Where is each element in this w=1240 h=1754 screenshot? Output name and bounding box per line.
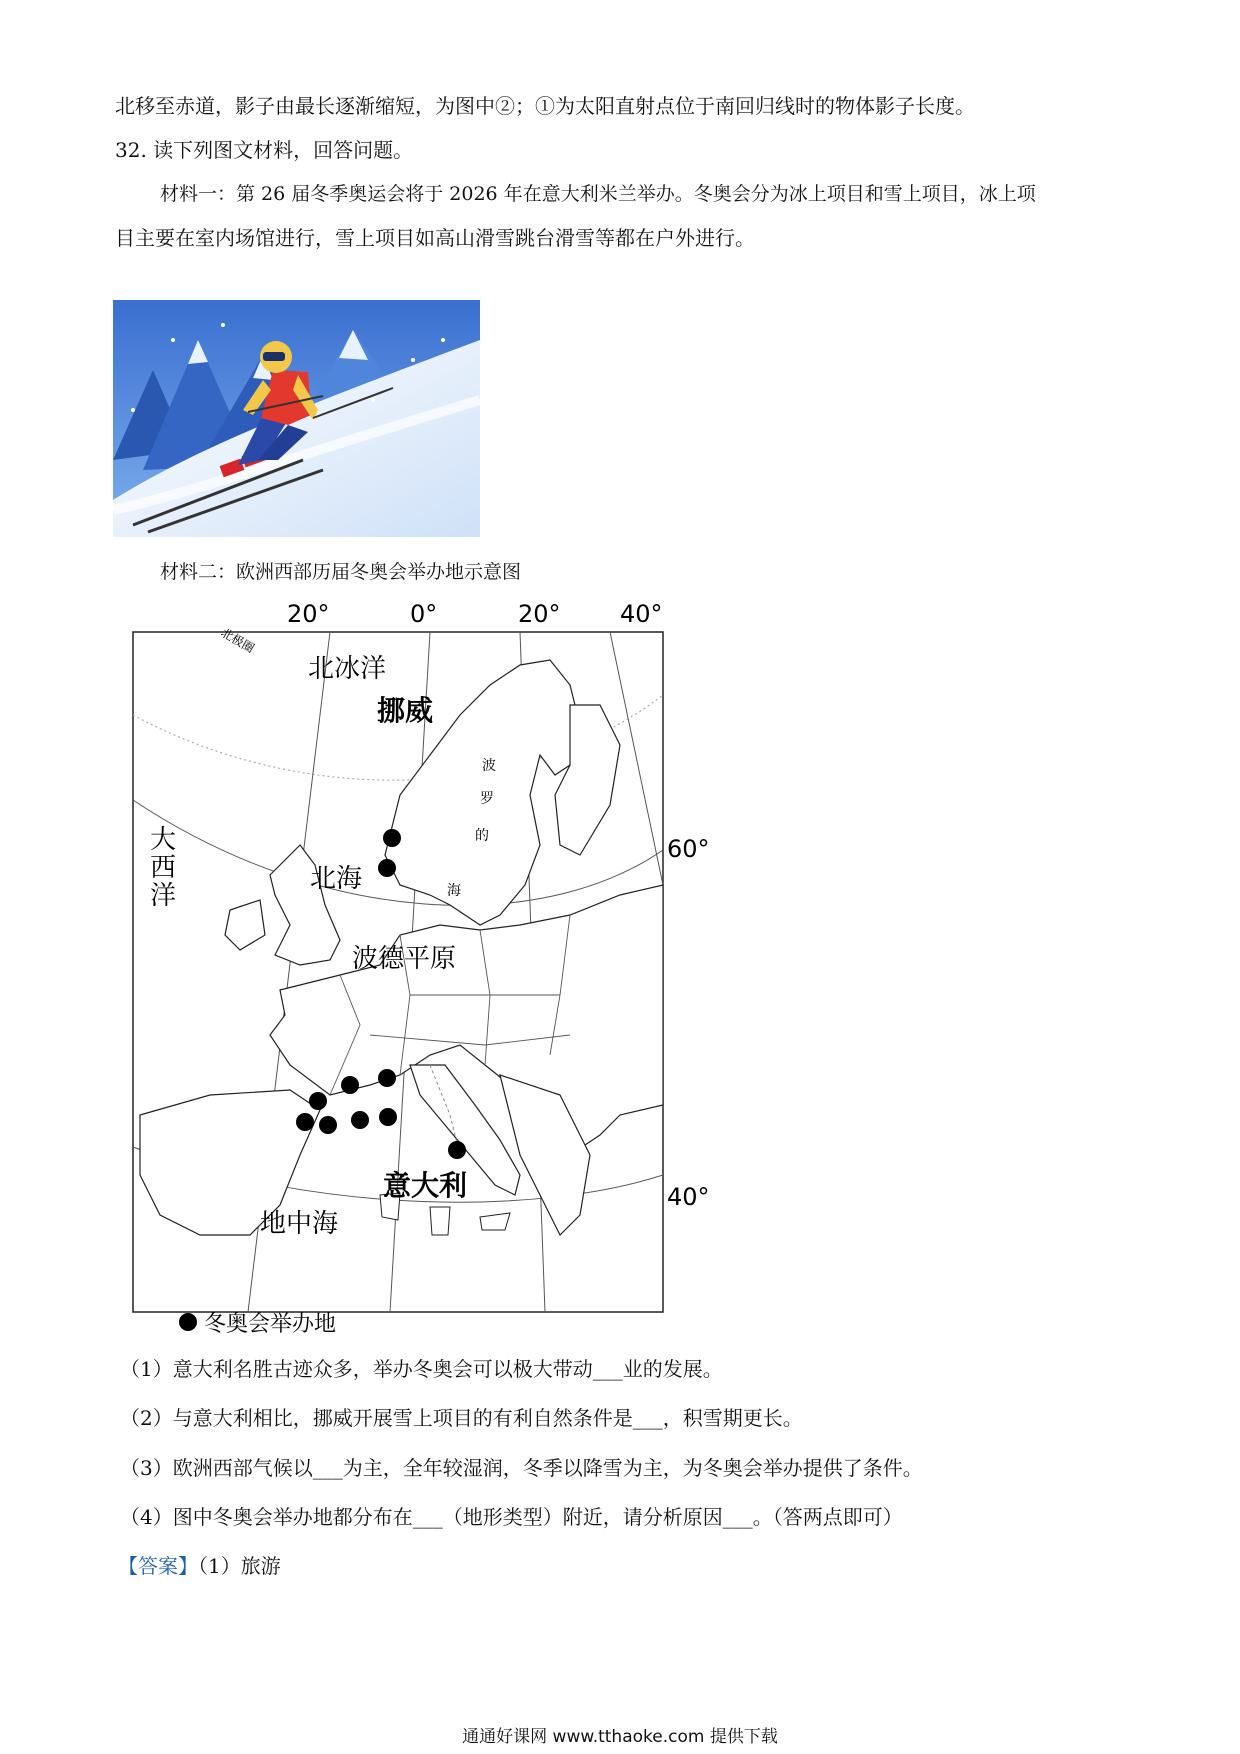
baltic-label-3: 的 bbox=[475, 828, 489, 844]
host-marker bbox=[319, 1116, 337, 1134]
lon-label-20e: 20° bbox=[518, 600, 561, 628]
host-marker bbox=[351, 1111, 369, 1129]
host-marker bbox=[378, 859, 396, 877]
legend-marker bbox=[179, 1313, 197, 1331]
host-marker bbox=[341, 1076, 359, 1094]
host-marker bbox=[379, 1108, 397, 1126]
lat-label-40: 40° bbox=[667, 1183, 710, 1211]
polish-plain-label: 波德平原 bbox=[352, 944, 457, 974]
north-sea-label: 北海 bbox=[310, 864, 363, 894]
answer-text: （1）旅游 bbox=[198, 1554, 281, 1578]
atlantic-label-3: 洋 bbox=[150, 881, 177, 911]
host-marker bbox=[378, 1069, 396, 1087]
question-2: （2）与意大利相比，挪威开展雪上项目的有利自然条件是___，积雪期更长。 bbox=[120, 1406, 803, 1430]
text-line: 北移至赤道，影子由最长逐渐缩短，为图中②；①为太阳直射点位于南回归线时的物体影子长度。 bbox=[115, 94, 975, 118]
skier-illustration bbox=[113, 300, 480, 537]
baltic-label-4: 海 bbox=[447, 883, 461, 899]
baltic-label-2: 罗 bbox=[480, 791, 494, 807]
host-marker bbox=[296, 1113, 314, 1131]
lon-label-0: 0° bbox=[410, 600, 438, 628]
arctic-circle-label: 北极圈 bbox=[218, 625, 257, 656]
europe-map bbox=[100, 595, 740, 1340]
question-32-title: 32. 读下列图文材料，回答问题。 bbox=[115, 138, 414, 162]
material-1-line-2: 目主要在室内场馆进行，雪上项目如高山滑雪跳台滑雪等都在户外进行。 bbox=[115, 226, 755, 250]
lat-label-60: 60° bbox=[667, 835, 710, 863]
answer-line bbox=[118, 1552, 281, 1580]
question-4: （4）图中冬奥会举办地都分布在___（地形类型）附近，请分析原因___。（答两点即可） bbox=[120, 1505, 903, 1529]
lon-label-20w: 20° bbox=[287, 600, 330, 628]
question-3: （3）欧洲西部气候以___为主，全年较湿润，冬季以降雪为主，为冬奥会举办提供了条件。 bbox=[120, 1456, 923, 1480]
host-marker bbox=[383, 829, 401, 847]
lon-label-40e: 40° bbox=[620, 600, 663, 628]
arctic-ocean-label: 北冰洋 bbox=[308, 654, 387, 684]
host-marker bbox=[309, 1092, 327, 1110]
norway-label: 挪威 bbox=[377, 694, 434, 727]
host-marker bbox=[448, 1141, 466, 1159]
legend-label: 冬奥会举办地 bbox=[204, 1312, 337, 1337]
italy-label: 意大利 bbox=[383, 1169, 468, 1202]
material-2-caption: 材料二：欧洲西部历届冬奥会举办地示意图 bbox=[160, 561, 522, 583]
atlantic-label-2: 西 bbox=[150, 853, 177, 883]
material-1-line-1: 材料一：第 26 届冬季奥运会将于 2026 年在意大利米兰举办。冬奥会分为冰上项目和雪上项目，冰上项 bbox=[160, 183, 1036, 205]
page-footer: 通通好课网 www.tthaoke.com 提供下载 bbox=[462, 1727, 778, 1747]
question-1: （1）意大利名胜古迹众多，举办冬奥会可以极大带动___业的发展。 bbox=[120, 1357, 723, 1381]
mediterranean-label: 地中海 bbox=[260, 1209, 339, 1239]
baltic-label-1: 波 bbox=[482, 758, 496, 774]
answer-tag: 【答案】 bbox=[118, 1554, 198, 1578]
atlantic-label-1: 大 bbox=[150, 825, 177, 855]
